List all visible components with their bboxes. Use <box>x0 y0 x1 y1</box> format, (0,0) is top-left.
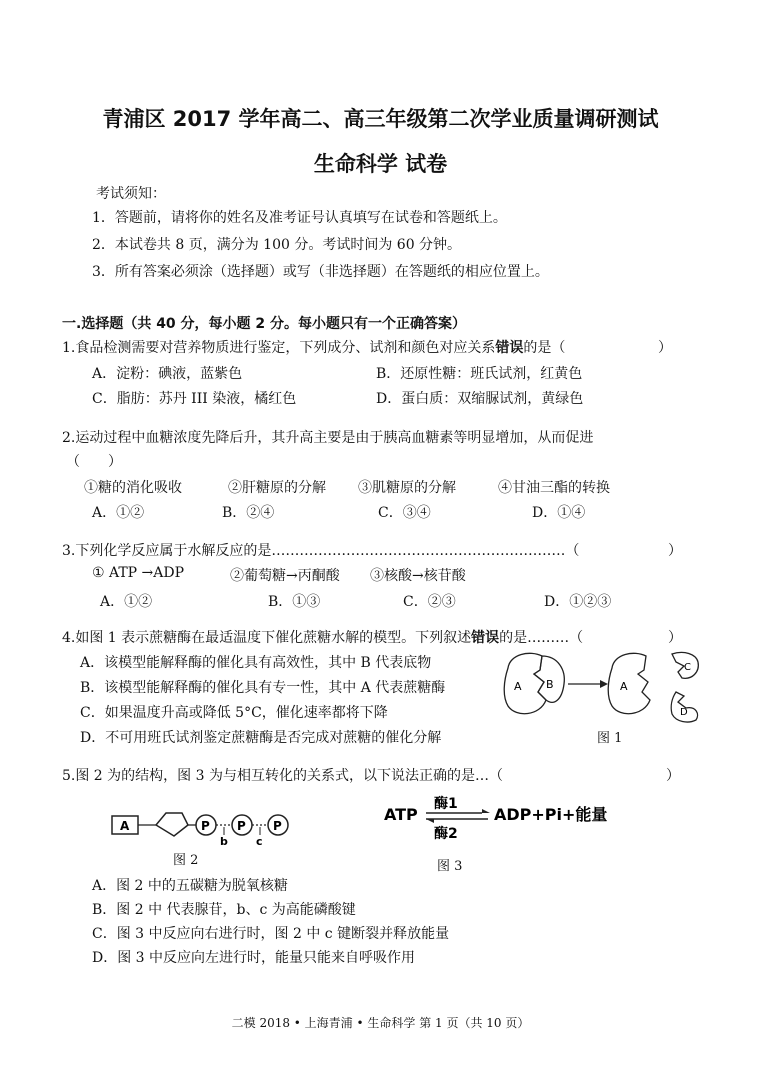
label-a-left: A <box>514 680 522 693</box>
adenine-label: A <box>120 819 130 833</box>
page-footer: 二模 2018 • 上海青浦 • 生命科学 第 1 页（共 10 页） <box>231 1016 530 1030</box>
q4-stem-part-b: 的是………（ <box>499 630 584 646</box>
q1-stem-emphasis: 错误 <box>495 340 524 356</box>
bond-c-label: c <box>256 835 263 848</box>
q4-stem <box>62 627 583 647</box>
q1-stem-part-a: 1.食品检测需要对营养物质进行鉴定，下列成分、试剂和颜色对应关系 <box>62 340 496 356</box>
q5-option-c: C．图 3 中反应向右进行时，图 2 中 c 键断裂并释放能量 <box>92 926 450 942</box>
exam-title: 青浦区 2017 学年高二、高三年级第二次学业质量调研测试 <box>102 107 659 131</box>
section-title: 一.选择题（共 40 分，每小题 2 分。每小题只有一个正确答案） <box>62 316 467 332</box>
notice-heading: 考试须知： <box>96 186 166 202</box>
q5-option-d: D．图 3 中反应向左进行时，能量只能来自呼吸作用 <box>92 950 416 966</box>
q3-option-b: B．①③ <box>268 594 321 610</box>
exam-subtitle: 生命科学 试卷 <box>313 152 448 176</box>
q5-stem: 5.图 2 为的结构，图 3 为与相互转化的关系式，以下说法正确的是…（ <box>62 768 503 784</box>
q1-option-d: D．蛋白质：双缩脲试剂，黄绿色 <box>376 391 584 407</box>
q2-option-c: C．③④ <box>378 505 431 521</box>
q2-item-2: ②肝糖原的分解 <box>228 480 326 496</box>
q2-stem: 2.运动过程中血糖浓度先降后升，其升高主要是由于胰高血糖素等明显增加，从而促进 <box>62 430 594 446</box>
q4-stem-emphasis: 错误 <box>471 630 500 646</box>
label-c: C <box>684 662 691 673</box>
q2-option-b: B．②④ <box>222 505 275 521</box>
enzyme-a-shape <box>504 653 546 713</box>
q2-option-a: A．①② <box>92 505 145 521</box>
reverse-arrowhead <box>426 819 434 823</box>
q1-option-c: C．脂肪：苏丹 III 染液，橘红色 <box>92 391 297 407</box>
figure-1-enzyme-model <box>500 648 710 724</box>
q3-option-d: D．①②③ <box>544 594 612 610</box>
q3-paren-close: ） <box>668 543 682 559</box>
q3-option-a: A．①② <box>100 594 153 610</box>
q3-item-3: ③核酸→核苷酸 <box>370 568 466 584</box>
phosphate-3-label: P <box>273 819 282 833</box>
q4-option-b: B．该模型能解释酶的催化具有专一性，其中 A 代表蔗糖酶 <box>80 680 446 696</box>
q1-paren-close: ） <box>658 340 672 356</box>
q4-option-d: D．不可用班氏试剂鉴定蔗糖酶是否完成对蔗糖的催化分解 <box>80 730 442 746</box>
label-b: B <box>546 678 554 691</box>
q2-item-4: ④甘油三酯的转换 <box>498 480 610 496</box>
enzyme-2-label: 酶2 <box>434 826 458 842</box>
q5-paren-close: ） <box>666 768 680 784</box>
atp-label: ATP <box>384 805 418 824</box>
q5-option-b: B．图 2 中 代表腺苷，b、c 为高能磷酸键 <box>92 902 356 918</box>
enzyme-1-label: 酶1 <box>434 796 458 812</box>
bond-b-label: b <box>220 835 228 848</box>
figure-3-atp-adp-reaction <box>380 788 620 848</box>
notice-item-3: 3．所有答案必须涂（选择题）或写（非选择题）在答题纸的相应位置上。 <box>92 264 549 280</box>
q2-item-1: ①糖的消化吸收 <box>84 480 182 496</box>
q1-option-b: B．还原性糖：班氏试剂，红黄色 <box>376 366 583 382</box>
enzyme-a-after-shape <box>608 653 650 713</box>
q2-paren: （ ） <box>66 454 122 470</box>
q2-item-3: ③肌糖原的分解 <box>358 480 456 496</box>
forward-arrowhead <box>482 809 490 813</box>
label-a-right: A <box>620 680 628 693</box>
q1-stem <box>62 337 565 357</box>
notice-item-1: 1．答题前，请将你的姓名及准考证号认真填写在试卷和答题纸上。 <box>92 210 507 226</box>
q3-item-1: ① ATP →ADP <box>92 565 185 581</box>
q4-paren-close: ） <box>668 630 682 646</box>
notice-item-2: 2．本试卷共 8 页，满分为 100 分。考试时间为 60 分钟。 <box>92 237 462 253</box>
q2-option-d: D．①④ <box>532 505 586 521</box>
q4-option-c: C．如果温度升高或降低 5°C，催化速率都将下降 <box>80 705 388 721</box>
q3-option-c: C．②③ <box>403 594 456 610</box>
q1-stem-part-b: 的是（ <box>523 340 566 356</box>
figure-3-caption: 图 3 <box>437 859 463 874</box>
q4-stem-part-a: 4.如图 1 表示蔗糖酶在最适温度下催化蔗糖水解的模型。下列叙述 <box>62 630 472 646</box>
q4-option-a: A．该模型能解释酶的催化具有高效性，其中 B 代表底物 <box>80 655 432 671</box>
q1-option-a: A．淀粉：碘液，蓝紫色 <box>92 366 243 382</box>
phosphate-1-label: P <box>201 819 210 833</box>
pentose-shape <box>156 813 188 836</box>
adp-products-label: ADP+Pi+能量 <box>494 805 608 824</box>
figure-2-atp-structure <box>110 805 300 851</box>
phosphate-2-label: P <box>237 819 246 833</box>
q3-stem: 3.下列化学反应属于水解反应的是………………………………………………………（ <box>62 543 580 559</box>
figure-2-caption: 图 2 <box>173 853 199 868</box>
label-d: D <box>680 707 688 718</box>
q3-item-2: ②葡萄糖→丙酮酸 <box>230 568 340 584</box>
q5-option-a: A．图 2 中的五碳糖为脱氧核糖 <box>92 878 288 894</box>
reaction-arrowhead <box>600 680 608 688</box>
figure-1-caption: 图 1 <box>597 731 623 746</box>
